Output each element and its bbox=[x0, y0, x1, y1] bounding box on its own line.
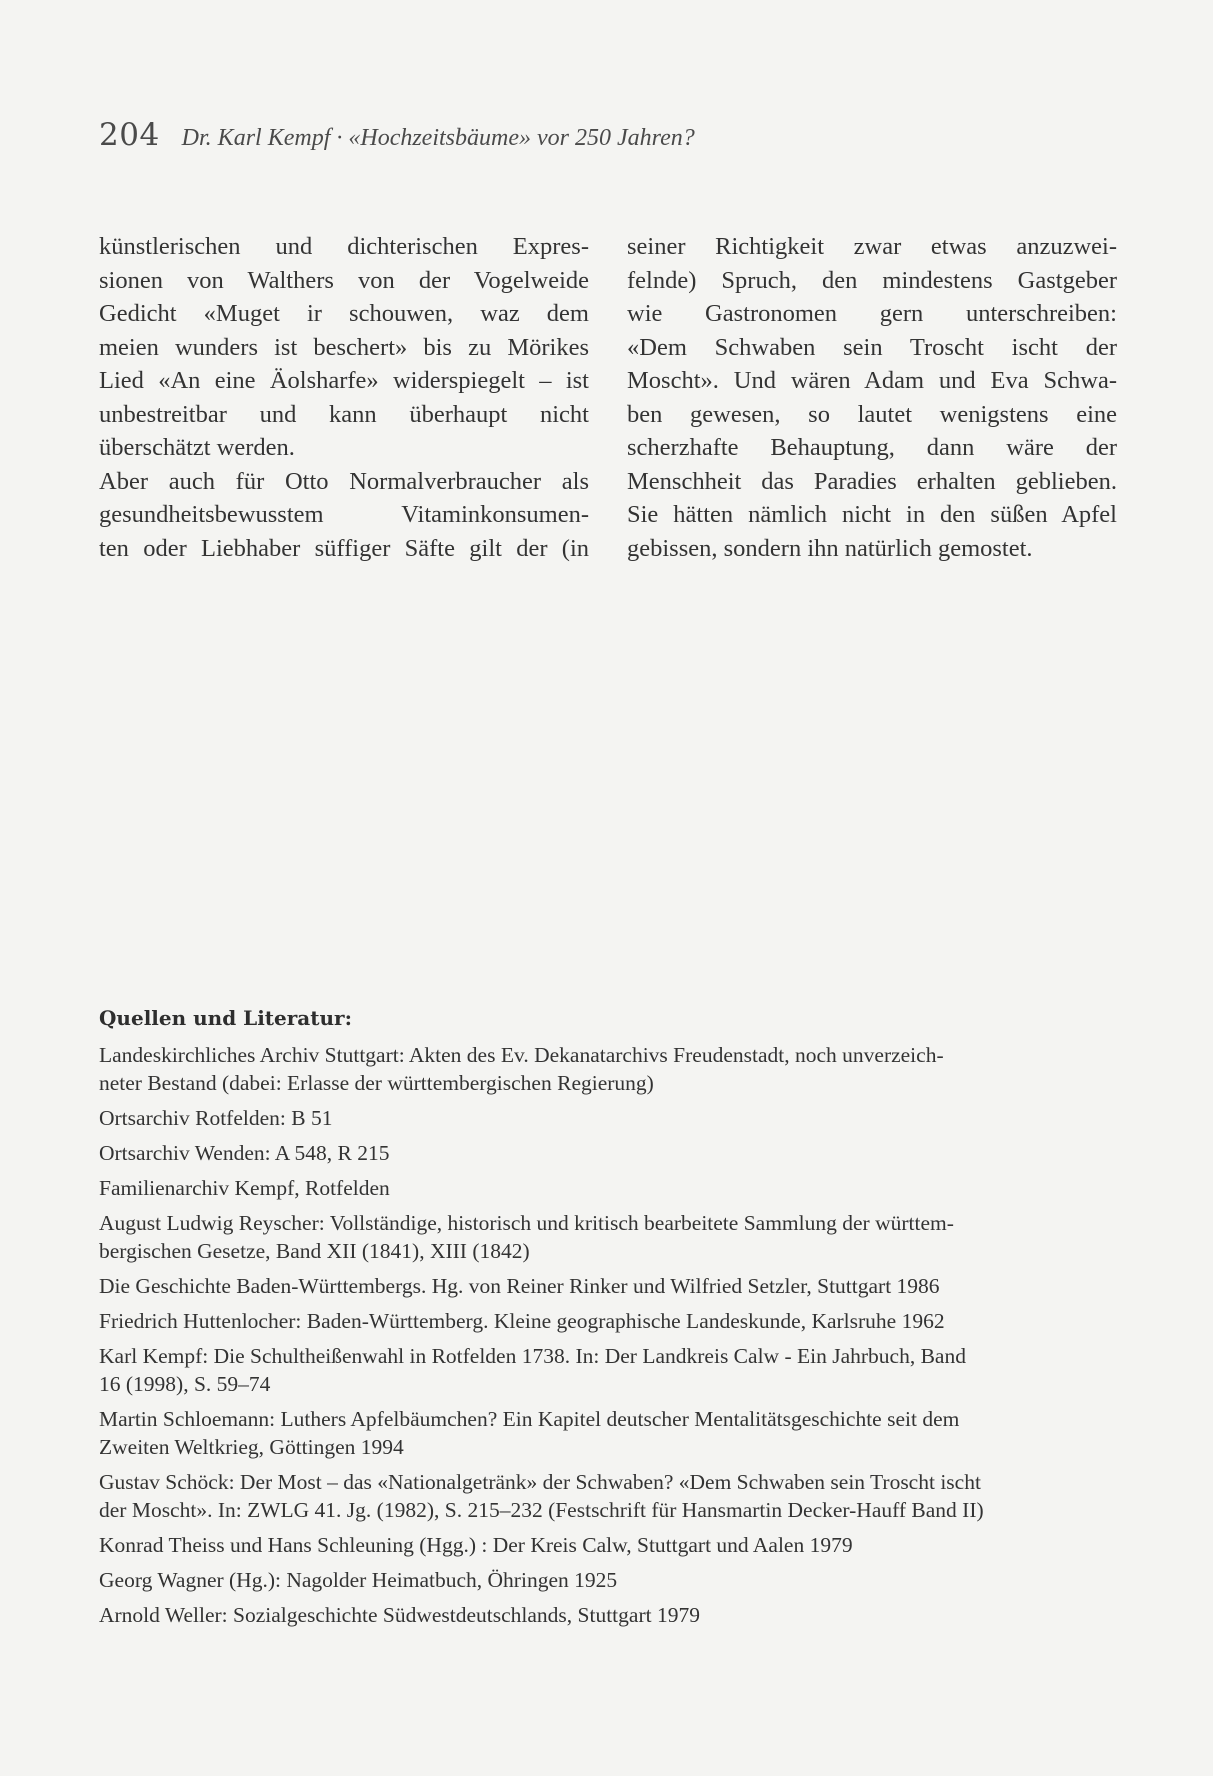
reference-line: Familienarchiv Kempf, Rotfelden bbox=[99, 1176, 390, 1200]
text-line: seiner Richtigkeit zwar etwas anzuzwei- bbox=[627, 233, 1117, 260]
text-line: Menschheit das Paradies erhalten geblieben. bbox=[627, 467, 1117, 495]
reference-entry bbox=[99, 1041, 1115, 1097]
reference-entry bbox=[99, 1174, 1115, 1202]
reference-line: Ortsarchiv Wenden: A 548, R 215 bbox=[99, 1141, 390, 1165]
header-author: Dr. Karl Kempf bbox=[181, 125, 331, 151]
text-line: künstlerischen und dichterischen Expres- bbox=[99, 233, 589, 260]
reference-line: Georg Wagner (Hg.): Nagolder Heimatbuch, Öhringen 1925 bbox=[99, 1568, 618, 1592]
text-line: überschätzt werden. bbox=[99, 434, 295, 461]
text-line: scherzhafte Behauptung, dann wäre der bbox=[627, 434, 1117, 461]
text-line: unbestreitbar und kann überhaupt nicht bbox=[99, 400, 589, 428]
reference-line: Die Geschichte Baden-Württembergs. Hg. von Reiner Rinker und Wilfried Setzler, Stuttgart 1986 bbox=[99, 1274, 940, 1298]
reference-line: Friedrich Huttenlocher: Baden-Württemberg. Kleine geographische Landeskunde, Karlsruhe 1962 bbox=[99, 1309, 945, 1333]
reference-line: Gustav Schöck: Der Most – das «Nationalgetränk» der Schwaben? «Dem Schwaben sein Troscht ischt bbox=[99, 1470, 981, 1494]
reference-entry bbox=[99, 1468, 1115, 1524]
reference-entry bbox=[99, 1342, 1115, 1398]
running-header bbox=[99, 117, 999, 157]
reference-line: Ortsarchiv Rotfelden: B 51 bbox=[99, 1106, 333, 1130]
text-line: ben gewesen, so lautet wenigstens eine bbox=[627, 400, 1117, 428]
reference-entry bbox=[99, 1209, 1115, 1265]
reference-line: der Moscht». In: ZWLG 41. Jg. (1982), S. 215–232 (Festschrift für Hansmartin Decker-Hauff Band II) bbox=[99, 1498, 984, 1522]
reference-list bbox=[99, 1041, 1115, 1629]
text-line: meien wunders ist beschert» bis zu Mörikes bbox=[99, 333, 589, 361]
reference-line: Martin Schloemann: Luthers Apfelbäumchen? Ein Kapitel deutscher Mentalitätsgeschichte seit dem bbox=[99, 1407, 960, 1431]
reference-entry bbox=[99, 1405, 1115, 1461]
text-line: «Dem Schwaben sein Troscht ischt der bbox=[627, 333, 1117, 361]
running-title bbox=[182, 125, 695, 152]
page-number: 204 bbox=[99, 117, 160, 153]
reference-entry bbox=[99, 1139, 1115, 1167]
reference-line: Zweiten Weltkrieg, Göttingen 1994 bbox=[99, 1435, 404, 1459]
reference-line: neter Bestand (dabei: Erlasse der württembergischen Regierung) bbox=[99, 1071, 654, 1095]
text-line: gebissen, sondern ihn natürlich gemostet. bbox=[627, 534, 1033, 562]
reference-entry bbox=[99, 1531, 1115, 1559]
text-line: Moscht». Und wären Adam und Eva Schwa- bbox=[627, 367, 1117, 394]
text-line: Gedicht «Muget ir schouwen, waz dem bbox=[99, 300, 589, 327]
left-column-text bbox=[99, 230, 589, 565]
right-column-text bbox=[627, 230, 1117, 565]
reference-entry bbox=[99, 1272, 1115, 1300]
reference-line: Konrad Theiss und Hans Schleuning (Hgg.) : Der Kreis Calw, Stuttgart und Aalen 1979 bbox=[99, 1533, 853, 1557]
header-title: «Hochzeitsbäume» vor 250 Jahren? bbox=[348, 125, 695, 151]
reference-line: 16 (1998), S. 59–74 bbox=[99, 1372, 271, 1396]
text-line: felnde) Spruch, den mindestens Gastgeber bbox=[627, 266, 1117, 294]
reference-entry bbox=[99, 1566, 1115, 1594]
reference-entry bbox=[99, 1104, 1115, 1132]
text-line: gesundheitsbewusstem Vitaminkonsumen- bbox=[99, 501, 589, 528]
reference-entry bbox=[99, 1307, 1115, 1335]
reference-line: Arnold Weller: Sozialgeschichte Südwestdeutschlands, Stuttgart 1979 bbox=[99, 1603, 700, 1627]
text-line: ten oder Liebhaber süffiger Säfte gilt der (in bbox=[99, 534, 589, 562]
text-line: Sie hätten nämlich nicht in den süßen Apfel bbox=[627, 501, 1117, 528]
text-line: Lied «An eine Äolsharfe» widerspiegelt – ist bbox=[99, 367, 589, 394]
reference-line: August Ludwig Reyscher: Vollständige, historisch und kritisch bearbeitete Sammlung der württem- bbox=[99, 1211, 954, 1235]
text-line: sionen von Walthers von der Vogelweide bbox=[99, 266, 589, 294]
sources-heading: Quellen und Literatur: bbox=[99, 1006, 352, 1030]
text-line: wie Gastronomen gern unterschreiben: bbox=[627, 300, 1117, 327]
reference-line: Karl Kempf: Die Schultheißenwahl in Rotfelden 1738. In: Der Landkreis Calw - Ein Jahrbuch, Band bbox=[99, 1344, 966, 1368]
reference-entry bbox=[99, 1601, 1115, 1629]
header-separator: · bbox=[336, 125, 343, 151]
sources-section bbox=[99, 1004, 1115, 1636]
text-line: Aber auch für Otto Normalverbraucher als bbox=[99, 467, 589, 495]
reference-line: bergischen Gesetze, Band XII (1841), XIII (1842) bbox=[99, 1239, 530, 1263]
reference-line: Landeskirchliches Archiv Stuttgart: Akten des Ev. Dekanatarchivs Freudenstadt, noch unverzeich- bbox=[99, 1043, 944, 1067]
